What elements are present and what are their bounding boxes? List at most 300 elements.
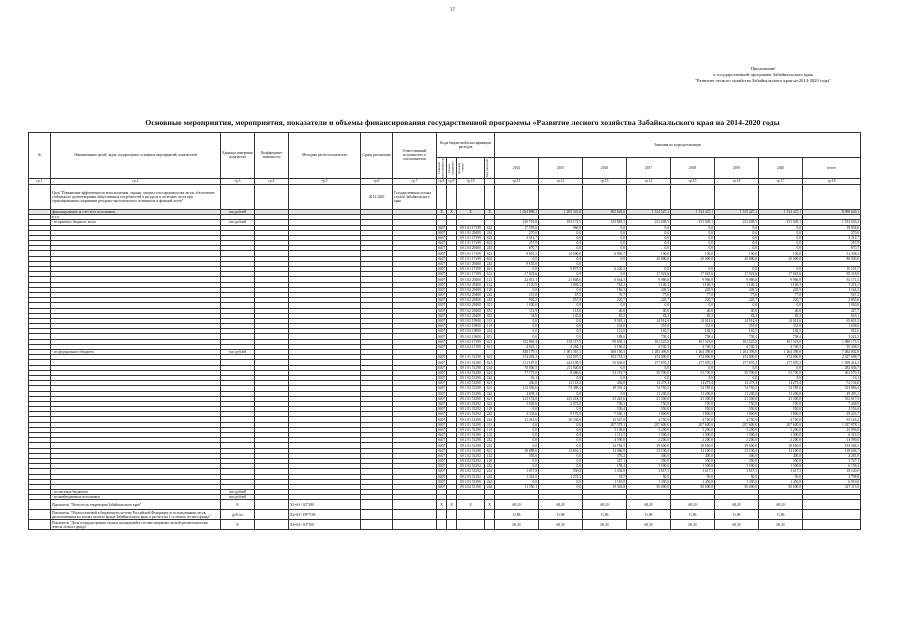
code-cell: 09 1 03 51290 <box>457 381 485 386</box>
code-cell: 0407 <box>438 396 446 401</box>
value-cell: 1 450,0 <box>715 479 759 484</box>
code-cell <box>437 510 447 520</box>
value-cell: 474 000,0 <box>627 355 671 360</box>
column-number-cell: гр.7 <box>393 178 437 184</box>
method-cell: Х2=S3 / FIF*100 <box>289 510 361 520</box>
value-cell: 3 617,3 <box>715 469 759 474</box>
value-cell: 1 300,0 <box>627 433 671 438</box>
value-cell: 231 028,1 <box>715 220 759 225</box>
code-cell: 09 2 03 51292 <box>457 469 485 474</box>
header-year: 2019 <box>715 158 759 179</box>
value-cell: 4 284,1 <box>539 344 583 349</box>
value-cell: 277 870,3 <box>627 360 671 365</box>
value-cell: 1 001 367,3 <box>539 350 583 355</box>
unit-cell: тыс.рублей <box>221 209 255 214</box>
value-cell: 1 164,3 <box>803 287 861 292</box>
value-cell: 1 146,3 <box>715 282 759 287</box>
value-cell: 11,86 <box>715 510 759 520</box>
value-cell: 17 023,6 <box>671 272 715 277</box>
value-cell: 38 888,6 <box>495 448 539 453</box>
value-cell: 6 226,2 <box>583 267 627 272</box>
code-cell: 244 <box>485 375 495 380</box>
value-cell: 0,0 <box>539 329 583 334</box>
table-cell <box>803 500 861 510</box>
value-cell: 19 343,8 <box>583 484 627 489</box>
code-cell: 0407 <box>438 246 446 251</box>
code-cell: 621 <box>485 241 495 246</box>
value-cell: 3 333,6 <box>495 412 539 417</box>
value-cell: 50 000,0 <box>759 484 803 489</box>
value-cell: 68,30 <box>715 520 759 530</box>
value-cell: 0,0 <box>539 287 583 292</box>
empty-cell <box>539 184 583 209</box>
value-cell: 0,0 <box>759 230 803 235</box>
value-cell: 2 200,0 <box>671 438 715 443</box>
value-cell: 20 000,0 <box>759 256 803 261</box>
value-cell: 1 800,0 <box>671 412 715 417</box>
header-method: Методика расчета показателя <box>289 133 361 179</box>
value-cell: 0,0 <box>715 241 759 246</box>
code-cell: 0407 <box>438 376 446 381</box>
header-unit: Единица измерения показателя <box>221 133 255 179</box>
value-cell: 74 785,0 <box>759 386 803 391</box>
value-cell: 0,0 <box>583 365 627 370</box>
value-cell: 0,0 <box>539 318 583 323</box>
code-cell: 129 <box>485 407 495 412</box>
code-cell: 09 3 01 17199 <box>457 267 485 272</box>
value-cell: 1 514 527,1 <box>627 209 671 214</box>
value-cell: 0,0 <box>495 433 539 438</box>
code-cell: 0407 <box>438 479 446 484</box>
value-cell: 13 390,0 <box>803 438 861 443</box>
value-cell: 40,0 <box>583 308 627 313</box>
value-cell: 9 565,1 <box>583 318 627 323</box>
code-cell: 09 2 02 51290 <box>457 448 485 453</box>
indicator-name: Показатель "Лесистость территории Забайкальского края" <box>51 500 221 510</box>
table-cell <box>29 520 51 530</box>
value-cell: 351,0 <box>715 324 759 329</box>
code-cell: 09 2 01 51290 <box>457 427 485 432</box>
code-cell: 0407 <box>438 272 446 277</box>
table-cell <box>393 520 437 530</box>
unit-cell: тыс.рублей <box>221 220 255 225</box>
value-cell: 257,9 <box>495 241 539 246</box>
code-cell: 09 2 02 51292 <box>457 464 485 469</box>
value-cell: 0,0 <box>495 438 539 443</box>
code-cell: 09 3 02 19900 <box>457 334 485 339</box>
code-cell: 09 1 02 51290 <box>457 375 485 380</box>
code-cell: 09 3 02 29400 <box>457 277 485 282</box>
value-cell: 21 261,6 <box>495 417 539 422</box>
code-cell <box>485 520 495 530</box>
empty-cell <box>447 184 457 209</box>
code-cell: 0407 <box>438 438 446 443</box>
code-cell: 09 3 02 29400 <box>457 298 485 303</box>
value-cell: 5 200,0 <box>671 427 715 432</box>
code-cell: X <box>485 500 495 510</box>
value-cell: 2 200,0 <box>759 438 803 443</box>
header-year: 2020 <box>759 158 803 179</box>
value-cell: 77 775,0 <box>495 370 539 375</box>
code-cell: X <box>437 209 447 214</box>
code-cell: X <box>447 209 457 214</box>
value-cell: 1 283 499,0 <box>627 350 671 355</box>
appendix-note <box>663 66 863 84</box>
value-cell: 1 817,8 <box>495 469 539 474</box>
value-cell: 139 117,9 <box>539 339 583 344</box>
value-cell: 550,0 <box>671 407 715 412</box>
value-cell: 150,0 <box>715 251 759 256</box>
code-cell: 0407 <box>438 303 446 308</box>
value-cell: 1 003,2 <box>539 282 583 287</box>
value-cell: 0,0 <box>539 422 583 427</box>
code-cell: 242 <box>485 438 495 443</box>
code-cell: 0407 <box>438 230 446 235</box>
value-cell: 0,0 <box>715 365 759 370</box>
value-cell: 0,0 <box>759 235 803 240</box>
value-cell: 0,0 <box>715 267 759 272</box>
value-cell: 4 023,1 <box>495 344 539 349</box>
header-year: 2018 <box>671 158 715 179</box>
value-cell: 111 187,0 <box>495 360 539 365</box>
empty-cell <box>627 184 671 209</box>
value-cell: 0,0 <box>759 303 803 308</box>
code-cell: 0407 <box>438 324 446 329</box>
code-cell: 09 1 01 51290 <box>457 355 485 360</box>
value-cell: 11,68 <box>539 510 583 520</box>
code-cell: 0407 <box>438 459 446 464</box>
value-cell: 0,0 <box>671 246 715 251</box>
code-cell: 0407 <box>438 334 446 339</box>
column-number-cell: гр.9 <box>447 178 457 184</box>
value-cell: 13 100,0 <box>715 448 759 453</box>
code-cell: X <box>485 209 495 214</box>
value-cell: 0,0 <box>539 443 583 448</box>
value-cell: 74 785,0 <box>627 386 671 391</box>
code-cell <box>437 520 447 530</box>
code-cell: 621 <box>485 370 495 375</box>
value-cell: 68,20 <box>583 500 627 510</box>
value-cell: 356,4 <box>583 407 627 412</box>
code-cell: 0407 <box>438 360 446 365</box>
value-cell: 0,0 <box>539 230 583 235</box>
column-number-cell: гр.2 <box>51 178 221 184</box>
value-cell: 327,1 <box>583 458 627 463</box>
value-cell: 14 275,4 <box>759 381 803 386</box>
value-cell: 193 384,5 <box>803 443 861 448</box>
value-cell: 0,0 <box>495 324 539 329</box>
value-cell: 1 300,0 <box>671 433 715 438</box>
value-cell: 350,0 <box>759 458 803 463</box>
value-cell: 0,0 <box>627 230 671 235</box>
goal-resp: Государственная лесная служба Забайкальского края <box>393 184 437 209</box>
value-cell: 231 028,1 <box>627 220 671 225</box>
code-cell: 0407 <box>438 241 446 246</box>
value-cell: 39 650,0 <box>627 443 671 448</box>
value-cell: 1 499 414,3 <box>803 360 861 365</box>
value-cell: 68,20 <box>671 500 715 510</box>
code-cell: 621 <box>485 396 495 401</box>
municipal-label: - из местных бюджетов <box>51 490 221 495</box>
value-cell: 249,5 <box>759 287 803 292</box>
value-cell: 13 066,8 <box>583 448 627 453</box>
value-cell: 0,0 <box>495 329 539 334</box>
value-cell: 13 100,0 <box>627 448 671 453</box>
value-cell: 0,0 <box>583 391 627 396</box>
value-cell: 400,0 <box>715 453 759 458</box>
value-cell: 0,0 <box>627 365 671 370</box>
value-cell: 736,3 <box>583 401 627 406</box>
value-cell: 9 966,8 <box>715 277 759 282</box>
code-cell: 321 <box>485 303 495 308</box>
code-cell: 621 <box>485 386 495 391</box>
value-cell: 53 119,7 <box>583 370 627 375</box>
code-cell: 0407 <box>438 225 446 230</box>
value-cell: 1 054 890,1 <box>495 209 539 214</box>
indicator-row <box>29 520 861 530</box>
value-cell: 11,86 <box>759 510 803 520</box>
code-cell: 244 <box>485 479 495 484</box>
value-cell: 50 000,0 <box>671 484 715 489</box>
table-cell <box>803 510 861 520</box>
value-cell: 960,0 <box>539 225 583 230</box>
value-cell: 400,0 <box>627 453 671 458</box>
value-cell: 4 740,3 <box>759 344 803 349</box>
code-cell: 0407 <box>438 287 446 292</box>
header-year: 2017 <box>627 158 671 179</box>
value-cell: 50,0 <box>715 474 759 479</box>
code-cell: 0407 <box>438 427 446 432</box>
value-cell: 49 493,1 <box>803 391 861 396</box>
header-num: № <box>29 133 51 179</box>
value-cell: 0,0 <box>539 458 583 463</box>
value-cell: 2 073,0 <box>539 401 583 406</box>
value-cell: 2 798,8 <box>803 474 861 479</box>
value-cell: 5 200,0 <box>759 427 803 432</box>
code-cell: 09 2 01 51292 <box>457 401 485 406</box>
value-cell: 1 513 427,1 <box>759 209 803 214</box>
value-cell: 436,0 <box>495 381 539 386</box>
code-cell: 09 1 02 51290 <box>457 370 485 375</box>
header-year: 2015 <box>539 158 583 179</box>
empty-cell <box>437 184 447 209</box>
code-cell: 0407 <box>438 474 446 479</box>
value-cell: 9 966,8 <box>671 277 715 282</box>
value-cell: 0,0 <box>759 246 803 251</box>
value-cell: 436,0 <box>583 381 627 386</box>
value-cell: 14 014,6 <box>715 318 759 323</box>
column-number-cell: гр.6 <box>361 178 393 184</box>
value-cell: 242 109,5 <box>539 360 583 365</box>
value-cell: 0,0 <box>495 407 539 412</box>
code-cell: 244 <box>485 391 495 396</box>
value-cell: 174 492,2 <box>495 355 539 360</box>
column-number-cell: гр.13 <box>583 178 627 184</box>
table-cell <box>255 500 289 510</box>
value-cell: 0,0 <box>671 241 715 246</box>
code-cell: 242 <box>485 412 495 417</box>
value-cell: 1 800,0 <box>759 412 803 417</box>
value-cell: 1 302,8 <box>583 469 627 474</box>
value-cell: 851,6 <box>803 329 861 334</box>
value-cell: 220,7 <box>715 298 759 303</box>
value-cell: 277 870,3 <box>671 360 715 365</box>
value-cell: 21 300,0 <box>627 396 671 401</box>
value-cell: 150,0 <box>671 251 715 256</box>
header-year-total: итого <box>803 158 861 179</box>
column-number-cell: гр.11 <box>495 178 539 184</box>
value-cell: 50 000,0 <box>627 484 671 489</box>
value-cell: 0,0 <box>583 230 627 235</box>
code-cell: 0407 <box>438 282 446 287</box>
header-term: Сроки реализации <box>361 133 393 179</box>
code-cell: 621 <box>485 401 495 406</box>
value-cell: 21 300,0 <box>715 396 759 401</box>
value-cell: 7 484 802,9 <box>803 350 861 355</box>
value-cell: 8 486,6 <box>539 370 583 375</box>
value-cell: 1 264 399,0 <box>759 350 803 355</box>
value-cell: 77,0 <box>759 292 803 297</box>
value-cell: 207 600,0 <box>671 422 715 427</box>
code-cell: 09 3 02 17199 <box>457 339 485 344</box>
code-cell: 851 <box>485 334 495 339</box>
goal-row <box>29 184 861 209</box>
value-cell: 2 200,0 <box>715 438 759 443</box>
value-cell: 1 272,3 <box>539 474 583 479</box>
code-cell: 09 2 03 51292 <box>457 474 485 479</box>
value-cell: 0,0 <box>539 303 583 308</box>
value-cell: 277 870,3 <box>759 360 803 365</box>
value-cell: 0,0 <box>539 438 583 443</box>
value-cell: 4 750,0 <box>715 417 759 422</box>
value-cell: 758,4 <box>715 334 759 339</box>
value-cell: 40,0 <box>759 308 803 313</box>
header-bk-sub <box>447 158 457 179</box>
value-cell: 1 638,0 <box>803 324 861 329</box>
code-cell: 622 <box>485 256 495 261</box>
value-cell: 4 740,3 <box>671 344 715 349</box>
value-cell: 552 817,9 <box>803 396 861 401</box>
value-cell: 1 037 978,1 <box>803 422 861 427</box>
value-cell: 3 617,3 <box>759 469 803 474</box>
value-cell: 1 513 427,1 <box>671 209 715 214</box>
value-cell: 7 474,2 <box>803 282 861 287</box>
code-cell: 09 3 02 29400 <box>457 308 485 313</box>
column-number-cell: гр.4 <box>255 178 289 184</box>
unit-cell: тыс.рублей <box>221 350 255 355</box>
value-cell: 99 036,1 <box>583 339 627 344</box>
value-cell: 14 014,6 <box>759 318 803 323</box>
code-cell: 621 <box>485 360 495 365</box>
code-cell: 244 <box>485 443 495 448</box>
code-cell: 242 <box>485 464 495 469</box>
code-cell: 09 2 01 51290 <box>457 391 485 396</box>
code-cell: 0407 <box>438 370 446 375</box>
value-cell: 4 740,3 <box>627 344 671 349</box>
header-bk-sub <box>437 158 447 179</box>
value-cell: 50,0 <box>671 474 715 479</box>
value-cell: 0,0 <box>627 235 671 240</box>
code-cell: 111 <box>485 318 495 323</box>
value-cell: 0,0 <box>495 256 539 261</box>
value-cell: 1 030,0 <box>495 303 539 308</box>
value-cell: 77,0 <box>715 292 759 297</box>
column-number-cell: гр.14 <box>627 178 671 184</box>
code-cell: 121 <box>485 277 495 282</box>
code-cell: 111 <box>485 422 495 427</box>
method-cell: Х4=S4 / S3*100 <box>289 520 361 530</box>
value-cell: 55 700,0 <box>627 370 671 375</box>
value-cell: 4 750,0 <box>759 417 803 422</box>
value-cell: 68,30 <box>539 520 583 530</box>
value-cell: 0,0 <box>671 365 715 370</box>
value-cell: 14 014,6 <box>627 318 671 323</box>
value-cell: 9 655,0 <box>495 261 539 266</box>
value-cell: 11,88 <box>495 510 539 520</box>
code-cell: 244 <box>485 261 495 266</box>
value-cell: 904,2 <box>495 298 539 303</box>
value-cell: 0,0 <box>495 458 539 463</box>
value-cell: 0,0 <box>759 365 803 370</box>
value-cell: 1 088 175,3 <box>803 339 861 344</box>
value-cell: 70 000,5 <box>495 365 539 370</box>
value-cell: 0,0 <box>583 225 627 230</box>
code-cell: 621 <box>485 339 495 344</box>
value-cell: 3 312,7 <box>803 235 861 240</box>
value-cell: 9 966,8 <box>627 277 671 282</box>
value-cell: 8 990 620,1 <box>803 209 861 214</box>
value-cell: 3 166,2 <box>583 344 627 349</box>
code-cell: 0407 <box>438 267 446 272</box>
code-cell: 244 <box>485 329 495 334</box>
code-cell: 09 3 01 17199 <box>457 256 485 261</box>
code-cell: 09 3 01 17199 <box>457 272 485 277</box>
value-cell: 227 113,9 <box>803 484 861 489</box>
code-cell: 0407 <box>438 469 446 474</box>
indicator-name: Показатель "Объем платежей в бюджетную систему Российской Федерации от использования лесов, расположенных на землях лесного фонда Забайкальского края, в расчете на 1 га земель лесного фонда" <box>51 510 221 520</box>
value-cell: 4 590,0 <box>583 438 627 443</box>
value-cell: 74 785,0 <box>671 386 715 391</box>
value-cell: 16 101,7 <box>803 267 861 272</box>
value-cell: 40,0 <box>715 308 759 313</box>
value-cell: 0,0 <box>583 375 627 380</box>
code-cell: 0407 <box>438 391 446 396</box>
code-cell: 244 <box>485 298 495 303</box>
table-cell <box>393 510 437 520</box>
value-cell: 427,7 <box>803 308 861 313</box>
value-cell: 181 523,0 <box>627 339 671 344</box>
value-cell: 1 533 626,2 <box>803 220 861 225</box>
code-cell: 621 <box>485 381 495 386</box>
code-cell: 0407 <box>438 464 446 469</box>
value-cell: 0,0 <box>759 225 803 230</box>
code-cell: 0407 <box>438 298 446 303</box>
value-cell: 0,0 <box>583 246 627 251</box>
value-cell: 0,0 <box>539 272 583 277</box>
value-cell: 4 750,0 <box>627 417 671 422</box>
value-cell: 132 869,4 <box>495 339 539 344</box>
program-table <box>28 132 861 530</box>
value-cell: 13 100,0 <box>759 448 803 453</box>
value-cell: 0,0 <box>539 241 583 246</box>
value-cell: 2 865,6 <box>803 298 861 303</box>
code-cell: 09 2 01 51290 <box>457 422 485 427</box>
value-cell: 1 450,0 <box>671 479 715 484</box>
value-cell: 115,0 <box>495 292 539 297</box>
value-cell: 249,5 <box>671 287 715 292</box>
value-cell: 231 028,1 <box>759 220 803 225</box>
value-cell: 3 617,3 <box>671 469 715 474</box>
